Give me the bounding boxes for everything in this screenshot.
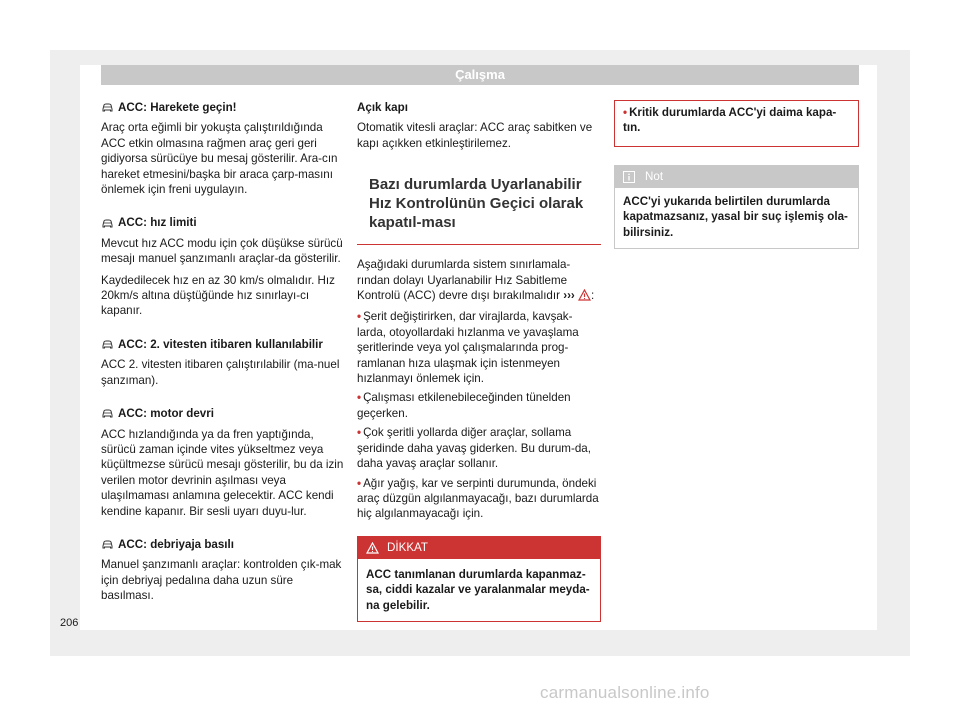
bullet-icon: • [357,476,362,490]
car-icon [101,539,114,550]
list-item: • Çok şeritli yollarda diğer araçlar, sollama şeridinde daha yavaş giderken. Bu durum-da, daha yavaş araçlar sollanır. [357,426,591,471]
car-icon [101,102,114,113]
section-heading: ACC: 2. vitesten itibaren kullanılabilir [118,337,323,351]
paragraph: ACC hızlandığında ya da fren yaptığında, sürücü zaman içinde vites yükseltmez veya küçültmezse sürücü mesajı gösterilir, bu da izin verilen motor devrinin aşılması veya ulaşılmaması anlamına gelecektir. ACC kendi kendine kapanır. Bir sesli uyarı duyu-lur. [101,427,344,518]
paragraph: Kaydedilecek hız en az 30 km/s olmalıdır. Hız 20km/s altına düştüğünde hız sınırlayı-cı kapanır. [101,273,335,318]
critical-box: • Kritik durumlarda ACC'yi daima kapa-tın. [614,100,859,147]
warning-triangle-icon [578,289,591,301]
car-icon [101,408,114,419]
column-right [614,100,859,249]
message-section-second-gear [101,337,345,388]
warning-triangle-icon [366,542,379,554]
paragraph: Manuel şanzımanlı araçlar: kontrolden çık-mak için debriyaj pedalına daha uzun süre basılması. [101,558,342,603]
bullet-icon: • [623,106,628,119]
note-title: Not [645,169,664,183]
reference-arrows: ››› [563,289,575,303]
info-icon [623,171,635,183]
bullet-icon: • [357,426,362,440]
section-heading: ACC: hız limiti [118,216,197,230]
paragraph: ACC 2. vitesten itibaren çalıştırılabilir (ma-nuel şanzıman). [101,358,340,387]
section-heading: ACC: motor devri [118,407,214,421]
message-section-roll-back [101,100,345,197]
section-title: Bazı durumlarda Uyarlanabilir Hız Kontrolünün Geçici olarak kapatıl-ması [357,165,601,245]
door-heading: Açık kapı [357,101,408,114]
section-heading: ACC: Harekete geçin! [118,101,237,114]
section-header: Çalışma [101,65,859,85]
paragraph: Araç orta eğimli bir yokuşta çalıştırıldığında ACC etkin olmasına rağmen araç geri geri gidiyorsa sürücüye bu mesaj gösterilir. Ara-cın hareket etmesini/başka bir araca çarp-masını önlemek için freni uygulayın. [101,121,338,197]
message-section-engine-speed [101,406,345,519]
warning-text: ACC tanımlanan durumlarda kapanmaz-sa, ciddi kazalar ve yaralanmalar meyda-na gelebilir. [366,567,590,612]
car-icon [101,339,114,350]
list-item: • Çalışması etkilenebileceğinden tünelden geçerken. [357,391,571,420]
column-left [101,100,345,622]
warning-title: DİKKAT [387,540,429,554]
bullet-icon: • [357,310,362,324]
car-icon [101,218,114,229]
door-paragraph: Otomatik vitesli araçlar: ACC araç sabitken ve kapı açıkken etkinleştirilemez. [357,121,593,150]
list-item: • Şerit değiştirirken, dar virajlarda, kavşak-larda, otoyollardaki hızlanma ve yavaşlama şeritlerinde veya yol çalışmalarında prog-ramlanan hıza ulaşmak için istenmeyen hızlanmayı önlemek için. [357,310,579,386]
paragraph: Mevcut hız ACC modu için çok düşükse sürücü mesajı manuel şanzımanlı araçlar-da gösterilir. [101,236,343,266]
page-number: 206 [60,617,79,629]
note-text: ACC'yi yukarıda belirtilen durumlarda kapatmazsanız, yasal bir suç işlemiş ola-bilirsiniz. [623,194,848,239]
bullet-icon: • [357,391,362,405]
column-middle [357,100,601,622]
message-section-clutch [101,537,345,604]
list-item: • Ağır yağış, kar ve serpinti durumunda, öndeki araç düzgün algılanmayacağı, bazı durumlarda hiç algılanmayacağı için. [357,476,599,521]
warning-box [357,536,601,622]
message-section-speed-limit [101,215,345,318]
intro-paragraph: Aşağıdaki durumlarda sistem sınırlamala-rından dolayı Uyarlanabilir Hız Sabitleme Kontrolü (ACC) devre dışı bırakılmalıdır ››› : [357,258,595,303]
watermark: carmanualsonline.info [540,683,710,702]
note-box [614,165,859,249]
section-heading: ACC: debriyaja basılı [118,537,234,551]
